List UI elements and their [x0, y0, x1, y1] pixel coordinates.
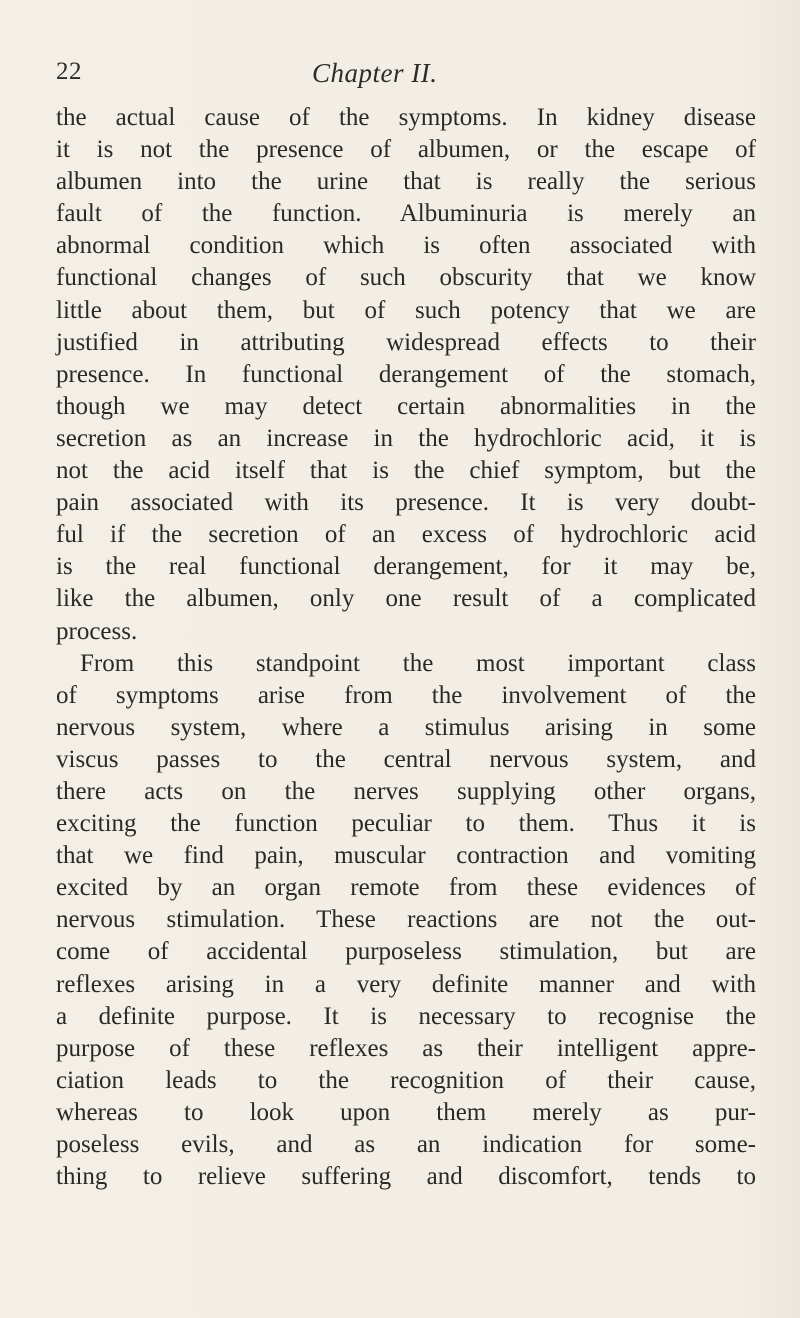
body-text — [56, 102, 756, 1193]
running-head: Chapter II. — [312, 58, 438, 88]
text-line: reflexes arising in a very definite manner and with — [56, 970, 756, 998]
text-line: nervous stimulation. These reactions are not the out- — [56, 906, 756, 934]
text-line: there acts on the nerves supplying other organs, — [56, 777, 756, 805]
text-line: the actual cause of the symptoms. In kidney disease — [56, 104, 756, 131]
text-line: nervous system, where a stimulus arising in some — [56, 713, 756, 741]
text-line: come of accidental purposeless stimulation, but are — [56, 938, 756, 966]
text-line: functional changes of such obscurity that we know — [56, 264, 756, 292]
text-line: exciting the function peculiar to them. Thus it is — [56, 810, 756, 838]
text-line: albumen into the urine that is really the serious — [56, 168, 756, 196]
text-line: it is not the presence of albumen, or the escape of — [56, 136, 756, 164]
text-line: justified in attributing widespread effects to their — [56, 328, 756, 356]
text-line: little about them, but of such potency that we are — [56, 296, 756, 324]
text-line: thing to relieve suffering and discomfort, tends to — [56, 1163, 756, 1191]
text-line: is the real functional derangement, for it may be, — [56, 553, 756, 581]
text-line: viscus passes to the central nervous system, and — [56, 745, 756, 773]
text-line: pain associated with its presence. It is very doubt- — [56, 489, 756, 517]
text-line: ciation leads to the recognition of their cause, — [56, 1066, 756, 1094]
text-line: secretion as an increase in the hydrochloric acid, it is — [56, 424, 756, 452]
page-number: 22 — [56, 58, 82, 85]
text-line: though we may detect certain abnormalities in the — [56, 392, 756, 420]
text-line: fault of the function. Albuminuria is merely an — [56, 200, 756, 228]
text-line: From this standpoint the most important class — [80, 649, 756, 677]
text-line: process. — [56, 617, 138, 645]
text-line: whereas to look upon them merely as pur- — [56, 1098, 756, 1126]
paragraph — [56, 648, 756, 1194]
text-line: poseless evils, and as an indication for some- — [56, 1131, 756, 1158]
paragraph — [56, 102, 756, 648]
text-line: that we find pain, muscular contraction and vomiting — [56, 842, 756, 870]
text-line: like the albumen, only one result of a complicated — [56, 585, 756, 613]
text-line: of symptoms arise from the involvement of the — [56, 681, 756, 709]
text-line: ful if the secretion of an excess of hydrochloric acid — [56, 521, 756, 549]
text-line: presence. In functional derangement of the stomach, — [56, 360, 756, 388]
text-line: a definite purpose. It is necessary to recognise the — [56, 1002, 756, 1030]
text-line: excited by an organ remote from these evidences of — [56, 874, 756, 902]
text-line: not the acid itself that is the chief symptom, but the — [56, 457, 756, 485]
text-line: purpose of these reflexes as their intelligent appre- — [56, 1034, 756, 1062]
text-line: abnormal condition which is often associated with — [56, 232, 756, 260]
page-header — [56, 58, 756, 98]
